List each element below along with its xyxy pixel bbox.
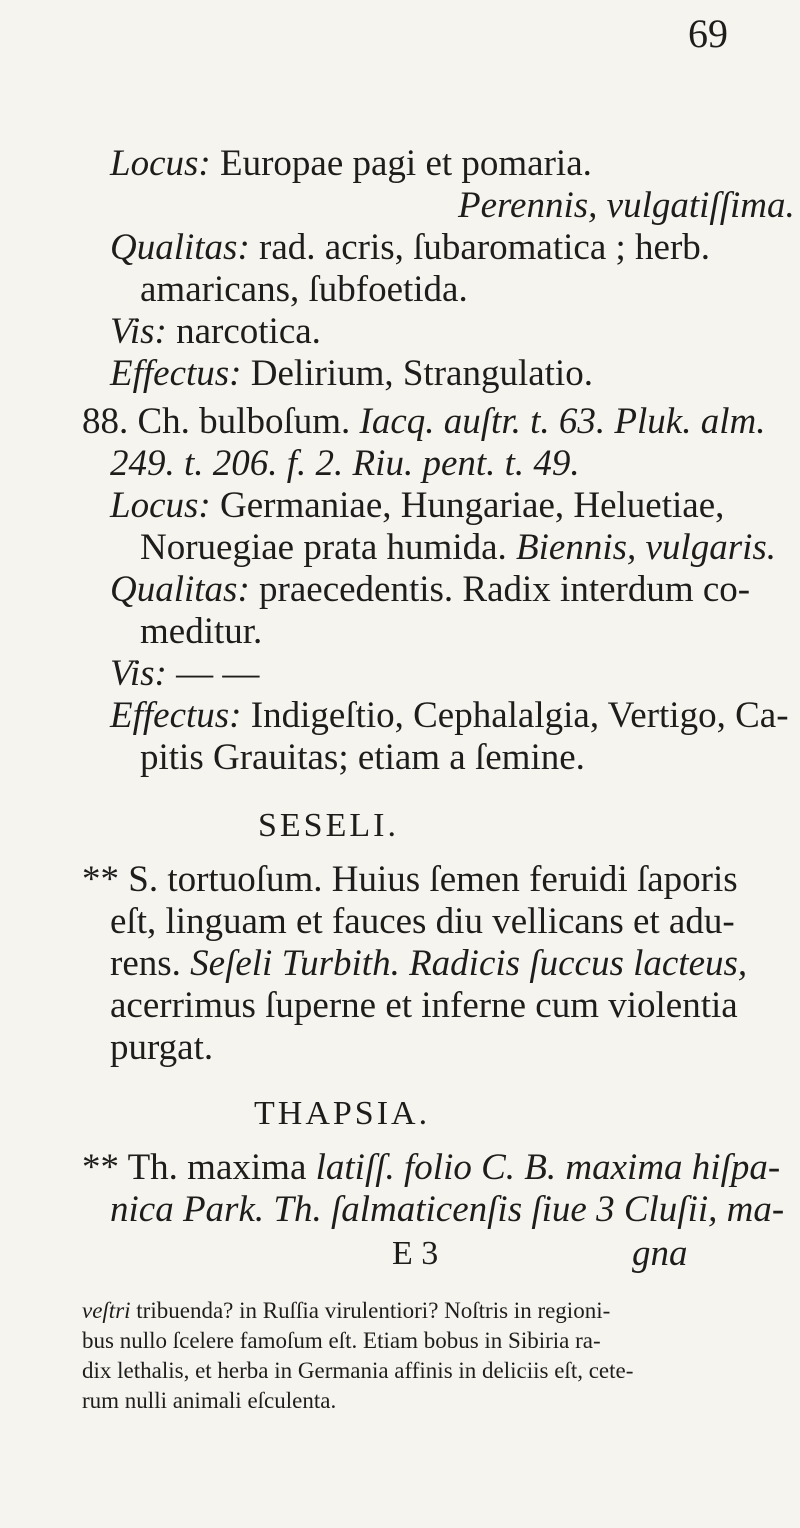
text-line [140, 610, 262, 654]
line-text: acerrimus ſuperne et inferne cum violentia [110, 985, 738, 1026]
line-text: narcotica. [166, 311, 321, 352]
text-line [110, 652, 259, 696]
line-label: Effectus: [110, 695, 242, 736]
line-text: nica Park. Th. ſalmaticenſis ſiue 3 Cluſii, ma- [110, 1189, 785, 1230]
footnote-label: veſtri [82, 1298, 131, 1323]
text-line [110, 984, 738, 1028]
line-label: rens. [110, 943, 181, 984]
line-label: Qualitas: [110, 569, 250, 610]
catchword [632, 1232, 688, 1276]
line-text: eſt, linguam et fauces diu vellicans et adu- [110, 901, 735, 942]
line-label: Effectus: [110, 353, 242, 394]
section-heading: THAPSIA. [254, 1095, 431, 1132]
text-line [110, 1026, 213, 1070]
footnote-text: dix lethalis, et herba in Germania affinis in deliciis eſt, cete- [82, 1358, 634, 1383]
text-line [110, 226, 710, 270]
line-text: Indigeſtio, Cephalalgia, Vertigo, Ca- [241, 695, 789, 736]
line-label: Locus: [110, 143, 211, 184]
line-text: latiſſ. folio C. B. maxima hiſpa- [306, 1147, 781, 1188]
text-line [110, 942, 747, 986]
line-label: Noruegiae prata humida. [140, 527, 507, 568]
footnote-line [82, 1296, 610, 1326]
line-text: meditur. [140, 611, 263, 652]
text-line [110, 900, 735, 944]
line-text: amaricans, ſubfoetida. [140, 269, 468, 310]
line-text: Huius ſemen feruidi ſaporis [322, 859, 738, 900]
text-line [140, 268, 468, 312]
footnote-text: rum nulli animali eſculenta. [82, 1388, 337, 1413]
text-line [110, 484, 724, 528]
footnote-line [82, 1386, 336, 1416]
section-heading: SESELI. [258, 807, 399, 844]
signature-mark: E 3 [392, 1235, 439, 1272]
line-text: rad. acris, ſubaromatica ; herb. [249, 227, 711, 268]
line-text: Delirium, Strangulatio. [241, 353, 593, 394]
line-text: Perennis, vulgatiſſima. [458, 185, 795, 226]
text-line [110, 352, 593, 396]
catchword-text: gna [632, 1233, 688, 1274]
text-line [82, 1146, 780, 1190]
text-line [140, 526, 776, 570]
line-text: Europae pagi et pomaria. [210, 143, 592, 184]
footnote-text: bus nullo ſcelere famoſum eſt. Etiam bobus in Sibiria ra- [82, 1328, 601, 1353]
line-text: Germaniae, Hungariae, Heluetiae, [210, 485, 725, 526]
footnote-line [82, 1326, 601, 1356]
text-line [82, 858, 738, 902]
text-line [110, 442, 580, 486]
text-line [140, 736, 585, 780]
line-label: ** Th. maxima [82, 1147, 307, 1188]
line-text: praecedentis. Radix interdum co- [249, 569, 751, 610]
line-label: Qualitas: [110, 227, 250, 268]
line-label: Vis: [110, 311, 167, 352]
line-text: Iacq. auſtr. t. 63. Pluk. alm. [350, 401, 766, 442]
footnote-text: tribuenda? in Ruſſia virulentiori? Noſtris in regioni- [130, 1298, 611, 1323]
text-line [458, 184, 795, 228]
line-text: pitis Grauitas; etiam a ſemine. [140, 737, 585, 778]
line-text: Biennis, vulgaris. [506, 527, 777, 568]
footnote-line [82, 1356, 633, 1386]
text-line [110, 568, 750, 612]
text-line [110, 142, 592, 186]
line-text: 249. t. 206. f. 2. Riu. pent. t. 49. [110, 443, 580, 484]
line-text: purgat. [110, 1027, 214, 1068]
line-label: Vis: [110, 653, 167, 694]
line-label: 88. Ch. bulboſum. [82, 401, 351, 442]
text-line [110, 310, 321, 354]
page-number: 69 [688, 11, 728, 56]
text-line [110, 1188, 784, 1232]
text-line [82, 400, 765, 444]
line-text: Seſeli Turbith. Radicis ſuccus lacteus, [180, 943, 748, 984]
line-label: ** S. tortuoſum. [82, 859, 323, 900]
line-label: Locus: [110, 485, 211, 526]
text-line [110, 694, 789, 738]
line-text: — — [166, 653, 260, 694]
